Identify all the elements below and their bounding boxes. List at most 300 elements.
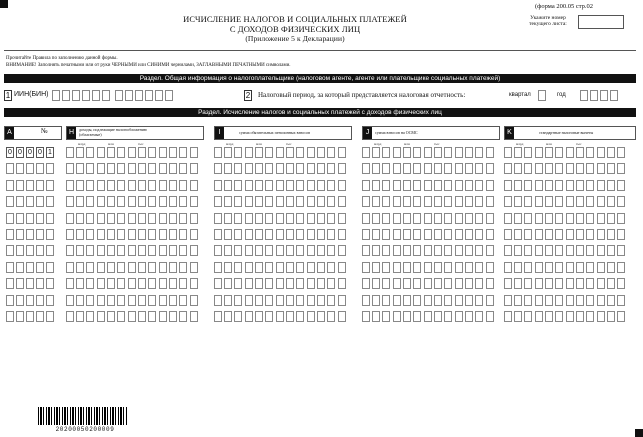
osms-contribution-cell[interactable] [413, 278, 421, 289]
osms-contribution-cell[interactable] [372, 180, 380, 191]
osms-contribution-cell[interactable] [475, 278, 483, 289]
pension-contribution-cell[interactable] [276, 196, 284, 207]
standard-deduction-cell[interactable] [555, 311, 563, 322]
row-number-cell[interactable] [16, 295, 24, 306]
osms-contribution-cell[interactable] [455, 262, 463, 273]
taxable-income-cell[interactable] [76, 278, 84, 289]
pension-contribution-cell[interactable] [338, 311, 346, 322]
standard-deduction-cell[interactable] [607, 163, 615, 174]
row-number-cell[interactable] [26, 245, 34, 256]
row-number-cell[interactable] [6, 229, 14, 240]
taxable-income-cell[interactable] [169, 245, 177, 256]
osms-contribution-cell[interactable] [455, 229, 463, 240]
row-number-cell[interactable] [26, 311, 34, 322]
taxable-income-cell[interactable] [86, 196, 94, 207]
pension-contribution-cell[interactable] [234, 229, 242, 240]
pension-contribution-cell[interactable] [327, 278, 335, 289]
pension-contribution-cell[interactable] [317, 229, 325, 240]
iin-digit-cell[interactable] [135, 90, 143, 101]
standard-deduction-cell[interactable] [566, 311, 574, 322]
osms-contribution-cell[interactable] [382, 245, 390, 256]
taxable-income-cell[interactable] [117, 163, 125, 174]
row-number-cell[interactable] [46, 213, 54, 224]
pension-contribution-cell[interactable] [286, 229, 294, 240]
taxable-income-cell[interactable] [107, 295, 115, 306]
taxable-income-cell[interactable] [148, 311, 156, 322]
osms-contribution-cell[interactable] [403, 163, 411, 174]
pension-contribution-cell[interactable] [224, 245, 232, 256]
osms-contribution-cell[interactable] [444, 229, 452, 240]
pension-contribution-cell[interactable] [296, 229, 304, 240]
row-number-cell[interactable] [36, 295, 44, 306]
standard-deduction-cell[interactable] [617, 278, 625, 289]
row-number-cell[interactable] [36, 311, 44, 322]
pension-contribution-cell[interactable] [265, 278, 273, 289]
taxable-income-cell[interactable] [159, 311, 167, 322]
row-number-cell[interactable] [36, 213, 44, 224]
pension-contribution-cell[interactable] [265, 213, 273, 224]
pension-contribution-cell[interactable] [255, 262, 263, 273]
standard-deduction-cell[interactable] [566, 295, 574, 306]
row-number-cell[interactable] [46, 180, 54, 191]
osms-contribution-cell[interactable] [434, 262, 442, 273]
pension-contribution-cell[interactable] [327, 229, 335, 240]
pension-contribution-cell[interactable] [317, 278, 325, 289]
osms-contribution-cell[interactable] [465, 147, 473, 158]
pension-contribution-cell[interactable] [255, 278, 263, 289]
osms-contribution-cell[interactable] [434, 163, 442, 174]
osms-contribution-cell[interactable] [486, 278, 494, 289]
row-number-cell[interactable] [16, 278, 24, 289]
osms-contribution-cell[interactable] [424, 262, 432, 273]
iin-digit-cell[interactable] [125, 90, 133, 101]
row-number-cell[interactable] [36, 262, 44, 273]
taxable-income-cell[interactable] [76, 262, 84, 273]
taxable-income-cell[interactable] [128, 262, 136, 273]
pension-contribution-cell[interactable] [245, 229, 253, 240]
year-digit-cell[interactable] [590, 90, 598, 101]
taxable-income-cell[interactable] [117, 311, 125, 322]
pension-contribution-cell[interactable] [265, 295, 273, 306]
pension-contribution-cell[interactable] [245, 278, 253, 289]
pension-contribution-cell[interactable] [317, 295, 325, 306]
pension-contribution-cell[interactable] [286, 245, 294, 256]
standard-deduction-cell[interactable] [617, 180, 625, 191]
standard-deduction-cell[interactable] [514, 147, 522, 158]
pension-contribution-cell[interactable] [286, 147, 294, 158]
osms-contribution-cell[interactable] [413, 311, 421, 322]
taxable-income-cell[interactable] [148, 245, 156, 256]
pension-contribution-cell[interactable] [296, 295, 304, 306]
osms-contribution-cell[interactable] [444, 262, 452, 273]
osms-contribution-cell[interactable] [362, 196, 370, 207]
pension-contribution-cell[interactable] [307, 311, 315, 322]
taxable-income-cell[interactable] [117, 213, 125, 224]
standard-deduction-cell[interactable] [607, 229, 615, 240]
osms-contribution-cell[interactable] [403, 229, 411, 240]
standard-deduction-cell[interactable] [576, 147, 584, 158]
taxable-income-cell[interactable] [190, 180, 198, 191]
standard-deduction-cell[interactable] [524, 196, 532, 207]
taxable-income-cell[interactable] [159, 213, 167, 224]
standard-deduction-cell[interactable] [566, 229, 574, 240]
pension-contribution-cell[interactable] [265, 245, 273, 256]
osms-contribution-cell[interactable] [372, 295, 380, 306]
osms-contribution-cell[interactable] [413, 213, 421, 224]
osms-contribution-cell[interactable] [434, 295, 442, 306]
taxable-income-cell[interactable] [76, 196, 84, 207]
taxable-income-cell[interactable] [138, 311, 146, 322]
pension-contribution-cell[interactable] [296, 163, 304, 174]
standard-deduction-cell[interactable] [607, 278, 615, 289]
osms-contribution-cell[interactable] [475, 147, 483, 158]
standard-deduction-cell[interactable] [555, 278, 563, 289]
osms-contribution-cell[interactable] [362, 295, 370, 306]
pension-contribution-cell[interactable] [338, 229, 346, 240]
taxable-income-cell[interactable] [190, 262, 198, 273]
standard-deduction-cell[interactable] [586, 196, 594, 207]
taxable-income-cell[interactable] [159, 163, 167, 174]
osms-contribution-cell[interactable] [413, 295, 421, 306]
taxable-income-cell[interactable] [128, 180, 136, 191]
standard-deduction-cell[interactable] [586, 278, 594, 289]
taxable-income-cell[interactable] [179, 245, 187, 256]
pension-contribution-cell[interactable] [234, 278, 242, 289]
osms-contribution-cell[interactable] [486, 311, 494, 322]
taxable-income-cell[interactable] [117, 262, 125, 273]
standard-deduction-cell[interactable] [504, 311, 512, 322]
row-number-cell[interactable] [16, 180, 24, 191]
standard-deduction-cell[interactable] [555, 163, 563, 174]
taxable-income-cell[interactable] [169, 147, 177, 158]
osms-contribution-cell[interactable] [424, 163, 432, 174]
standard-deduction-cell[interactable] [535, 213, 543, 224]
standard-deduction-cell[interactable] [566, 278, 574, 289]
pension-contribution-cell[interactable] [245, 295, 253, 306]
pension-contribution-cell[interactable] [307, 213, 315, 224]
pension-contribution-cell[interactable] [296, 196, 304, 207]
taxable-income-cell[interactable] [169, 180, 177, 191]
standard-deduction-cell[interactable] [524, 229, 532, 240]
taxable-income-cell[interactable] [107, 147, 115, 158]
osms-contribution-cell[interactable] [455, 245, 463, 256]
taxable-income-cell[interactable] [86, 163, 94, 174]
osms-contribution-cell[interactable] [382, 213, 390, 224]
osms-contribution-cell[interactable] [455, 163, 463, 174]
standard-deduction-cell[interactable] [597, 245, 605, 256]
taxable-income-cell[interactable] [128, 311, 136, 322]
taxable-income-cell[interactable] [169, 311, 177, 322]
taxable-income-cell[interactable] [128, 229, 136, 240]
taxable-income-cell[interactable] [76, 229, 84, 240]
pension-contribution-cell[interactable] [224, 278, 232, 289]
pension-contribution-cell[interactable] [234, 196, 242, 207]
row-number-cell[interactable] [46, 163, 54, 174]
osms-contribution-cell[interactable] [382, 278, 390, 289]
pension-contribution-cell[interactable] [224, 262, 232, 273]
standard-deduction-cell[interactable] [566, 180, 574, 191]
row-number-cell[interactable] [6, 262, 14, 273]
osms-contribution-cell[interactable] [382, 180, 390, 191]
taxable-income-cell[interactable] [97, 229, 105, 240]
iin-digit-cell[interactable] [72, 90, 80, 101]
standard-deduction-cell[interactable] [535, 229, 543, 240]
pension-contribution-cell[interactable] [255, 163, 263, 174]
osms-contribution-cell[interactable] [403, 196, 411, 207]
year-digit-cell[interactable] [580, 90, 588, 101]
pension-contribution-cell[interactable] [307, 180, 315, 191]
osms-contribution-cell[interactable] [486, 262, 494, 273]
standard-deduction-cell[interactable] [617, 196, 625, 207]
taxable-income-cell[interactable] [148, 262, 156, 273]
osms-contribution-cell[interactable] [403, 180, 411, 191]
taxable-income-cell[interactable] [148, 213, 156, 224]
pension-contribution-cell[interactable] [286, 180, 294, 191]
pension-contribution-cell[interactable] [265, 262, 273, 273]
pension-contribution-cell[interactable] [245, 311, 253, 322]
pension-contribution-cell[interactable] [276, 311, 284, 322]
pension-contribution-cell[interactable] [214, 229, 222, 240]
osms-contribution-cell[interactable] [465, 311, 473, 322]
pension-contribution-cell[interactable] [255, 147, 263, 158]
osms-contribution-cell[interactable] [403, 245, 411, 256]
standard-deduction-cell[interactable] [586, 163, 594, 174]
row-number-cell[interactable] [6, 180, 14, 191]
standard-deduction-cell[interactable] [504, 245, 512, 256]
taxable-income-cell[interactable] [86, 262, 94, 273]
standard-deduction-cell[interactable] [566, 262, 574, 273]
pension-contribution-cell[interactable] [317, 262, 325, 273]
standard-deduction-cell[interactable] [535, 147, 543, 158]
row-number-cell[interactable]: 0 [16, 147, 24, 158]
taxable-income-cell[interactable] [179, 311, 187, 322]
taxable-income-cell[interactable] [179, 229, 187, 240]
taxable-income-cell[interactable] [66, 262, 74, 273]
taxable-income-cell[interactable] [190, 163, 198, 174]
pension-contribution-cell[interactable] [234, 180, 242, 191]
osms-contribution-cell[interactable] [455, 311, 463, 322]
taxable-income-cell[interactable] [138, 196, 146, 207]
osms-contribution-cell[interactable] [465, 245, 473, 256]
taxable-income-cell[interactable] [148, 278, 156, 289]
osms-contribution-cell[interactable] [393, 213, 401, 224]
osms-contribution-cell[interactable] [455, 278, 463, 289]
row-number-cell[interactable] [26, 180, 34, 191]
pension-contribution-cell[interactable] [224, 295, 232, 306]
standard-deduction-cell[interactable] [586, 262, 594, 273]
standard-deduction-cell[interactable] [607, 262, 615, 273]
osms-contribution-cell[interactable] [486, 229, 494, 240]
standard-deduction-cell[interactable] [514, 163, 522, 174]
standard-deduction-cell[interactable] [555, 213, 563, 224]
osms-contribution-cell[interactable] [372, 163, 380, 174]
osms-contribution-cell[interactable] [403, 295, 411, 306]
standard-deduction-cell[interactable] [597, 295, 605, 306]
taxable-income-cell[interactable] [76, 245, 84, 256]
taxable-income-cell[interactable] [138, 213, 146, 224]
standard-deduction-cell[interactable] [576, 229, 584, 240]
taxable-income-cell[interactable] [66, 278, 74, 289]
pension-contribution-cell[interactable] [296, 262, 304, 273]
row-number-cell[interactable] [36, 163, 44, 174]
taxable-income-cell[interactable] [128, 278, 136, 289]
taxable-income-cell[interactable] [179, 213, 187, 224]
standard-deduction-cell[interactable] [535, 311, 543, 322]
row-number-cell[interactable] [16, 229, 24, 240]
taxable-income-cell[interactable] [86, 213, 94, 224]
row-number-cell[interactable] [26, 196, 34, 207]
taxable-income-cell[interactable] [117, 196, 125, 207]
taxable-income-cell[interactable] [86, 147, 94, 158]
taxable-income-cell[interactable] [148, 163, 156, 174]
taxable-income-cell[interactable] [97, 147, 105, 158]
taxable-income-cell[interactable] [179, 196, 187, 207]
row-number-cell[interactable] [46, 295, 54, 306]
osms-contribution-cell[interactable] [413, 180, 421, 191]
standard-deduction-cell[interactable] [617, 295, 625, 306]
osms-contribution-cell[interactable] [372, 278, 380, 289]
pension-contribution-cell[interactable] [338, 213, 346, 224]
osms-contribution-cell[interactable] [413, 262, 421, 273]
pension-contribution-cell[interactable] [224, 147, 232, 158]
standard-deduction-cell[interactable] [504, 147, 512, 158]
standard-deduction-cell[interactable] [566, 147, 574, 158]
osms-contribution-cell[interactable] [372, 311, 380, 322]
taxable-income-cell[interactable] [190, 245, 198, 256]
standard-deduction-cell[interactable] [576, 311, 584, 322]
row-number-cell[interactable] [16, 245, 24, 256]
pension-contribution-cell[interactable] [255, 245, 263, 256]
taxable-income-cell[interactable] [107, 196, 115, 207]
osms-contribution-cell[interactable] [362, 163, 370, 174]
taxable-income-cell[interactable] [190, 278, 198, 289]
osms-contribution-cell[interactable] [486, 295, 494, 306]
taxable-income-cell[interactable] [97, 245, 105, 256]
pension-contribution-cell[interactable] [286, 213, 294, 224]
standard-deduction-cell[interactable] [504, 180, 512, 191]
pension-contribution-cell[interactable] [338, 262, 346, 273]
taxable-income-cell[interactable] [107, 229, 115, 240]
standard-deduction-cell[interactable] [504, 262, 512, 273]
osms-contribution-cell[interactable] [382, 262, 390, 273]
row-number-cell[interactable] [26, 229, 34, 240]
pension-contribution-cell[interactable] [317, 163, 325, 174]
osms-contribution-cell[interactable] [455, 180, 463, 191]
pension-contribution-cell[interactable] [338, 196, 346, 207]
standard-deduction-cell[interactable] [607, 245, 615, 256]
pension-contribution-cell[interactable] [214, 262, 222, 273]
osms-contribution-cell[interactable] [465, 163, 473, 174]
osms-contribution-cell[interactable] [393, 311, 401, 322]
osms-contribution-cell[interactable] [393, 196, 401, 207]
osms-contribution-cell[interactable] [382, 163, 390, 174]
pension-contribution-cell[interactable] [234, 245, 242, 256]
osms-contribution-cell[interactable] [424, 245, 432, 256]
pension-contribution-cell[interactable] [245, 180, 253, 191]
osms-contribution-cell[interactable] [424, 229, 432, 240]
osms-contribution-cell[interactable] [424, 180, 432, 191]
row-number-cell[interactable] [6, 213, 14, 224]
pension-contribution-cell[interactable] [296, 245, 304, 256]
pension-contribution-cell[interactable] [214, 311, 222, 322]
osms-contribution-cell[interactable] [486, 245, 494, 256]
osms-contribution-cell[interactable] [424, 196, 432, 207]
pension-contribution-cell[interactable] [327, 163, 335, 174]
osms-contribution-cell[interactable] [434, 245, 442, 256]
taxable-income-cell[interactable] [138, 295, 146, 306]
standard-deduction-cell[interactable] [514, 311, 522, 322]
pension-contribution-cell[interactable] [338, 147, 346, 158]
iin-digit-cell[interactable] [155, 90, 163, 101]
osms-contribution-cell[interactable] [413, 245, 421, 256]
taxable-income-cell[interactable] [138, 262, 146, 273]
pension-contribution-cell[interactable] [214, 278, 222, 289]
taxable-income-cell[interactable] [117, 229, 125, 240]
taxable-income-cell[interactable] [190, 147, 198, 158]
osms-contribution-cell[interactable] [382, 147, 390, 158]
osms-contribution-cell[interactable] [475, 180, 483, 191]
pension-contribution-cell[interactable] [338, 180, 346, 191]
osms-contribution-cell[interactable] [475, 213, 483, 224]
iin-digit-cell[interactable] [115, 90, 123, 101]
standard-deduction-cell[interactable] [535, 245, 543, 256]
osms-contribution-cell[interactable] [413, 163, 421, 174]
pension-contribution-cell[interactable] [296, 278, 304, 289]
taxable-income-cell[interactable] [107, 311, 115, 322]
row-number-cell[interactable]: 0 [26, 147, 34, 158]
osms-contribution-cell[interactable] [444, 245, 452, 256]
osms-contribution-cell[interactable] [444, 163, 452, 174]
row-number-cell[interactable] [36, 180, 44, 191]
osms-contribution-cell[interactable] [444, 147, 452, 158]
row-number-cell[interactable] [46, 229, 54, 240]
osms-contribution-cell[interactable] [424, 295, 432, 306]
pension-contribution-cell[interactable] [286, 163, 294, 174]
taxable-income-cell[interactable] [148, 147, 156, 158]
osms-contribution-cell[interactable] [455, 196, 463, 207]
standard-deduction-cell[interactable] [576, 278, 584, 289]
standard-deduction-cell[interactable] [545, 295, 553, 306]
pension-contribution-cell[interactable] [327, 245, 335, 256]
standard-deduction-cell[interactable] [586, 245, 594, 256]
taxable-income-cell[interactable] [128, 213, 136, 224]
standard-deduction-cell[interactable] [545, 180, 553, 191]
standard-deduction-cell[interactable] [597, 163, 605, 174]
taxable-income-cell[interactable] [190, 295, 198, 306]
taxable-income-cell[interactable] [169, 163, 177, 174]
osms-contribution-cell[interactable] [393, 278, 401, 289]
taxable-income-cell[interactable] [76, 147, 84, 158]
taxable-income-cell[interactable] [159, 295, 167, 306]
standard-deduction-cell[interactable] [576, 262, 584, 273]
pension-contribution-cell[interactable] [214, 147, 222, 158]
taxable-income-cell[interactable] [138, 163, 146, 174]
standard-deduction-cell[interactable] [524, 147, 532, 158]
pension-contribution-cell[interactable] [234, 311, 242, 322]
standard-deduction-cell[interactable] [535, 163, 543, 174]
osms-contribution-cell[interactable] [372, 262, 380, 273]
iin-digit-cell[interactable] [62, 90, 70, 101]
pension-contribution-cell[interactable] [286, 278, 294, 289]
osms-contribution-cell[interactable] [372, 147, 380, 158]
osms-contribution-cell[interactable] [424, 147, 432, 158]
taxable-income-cell[interactable] [128, 163, 136, 174]
osms-contribution-cell[interactable] [424, 278, 432, 289]
taxable-income-cell[interactable] [138, 147, 146, 158]
osms-contribution-cell[interactable] [413, 229, 421, 240]
pension-contribution-cell[interactable] [265, 311, 273, 322]
iin-digit-cell[interactable] [102, 90, 110, 101]
